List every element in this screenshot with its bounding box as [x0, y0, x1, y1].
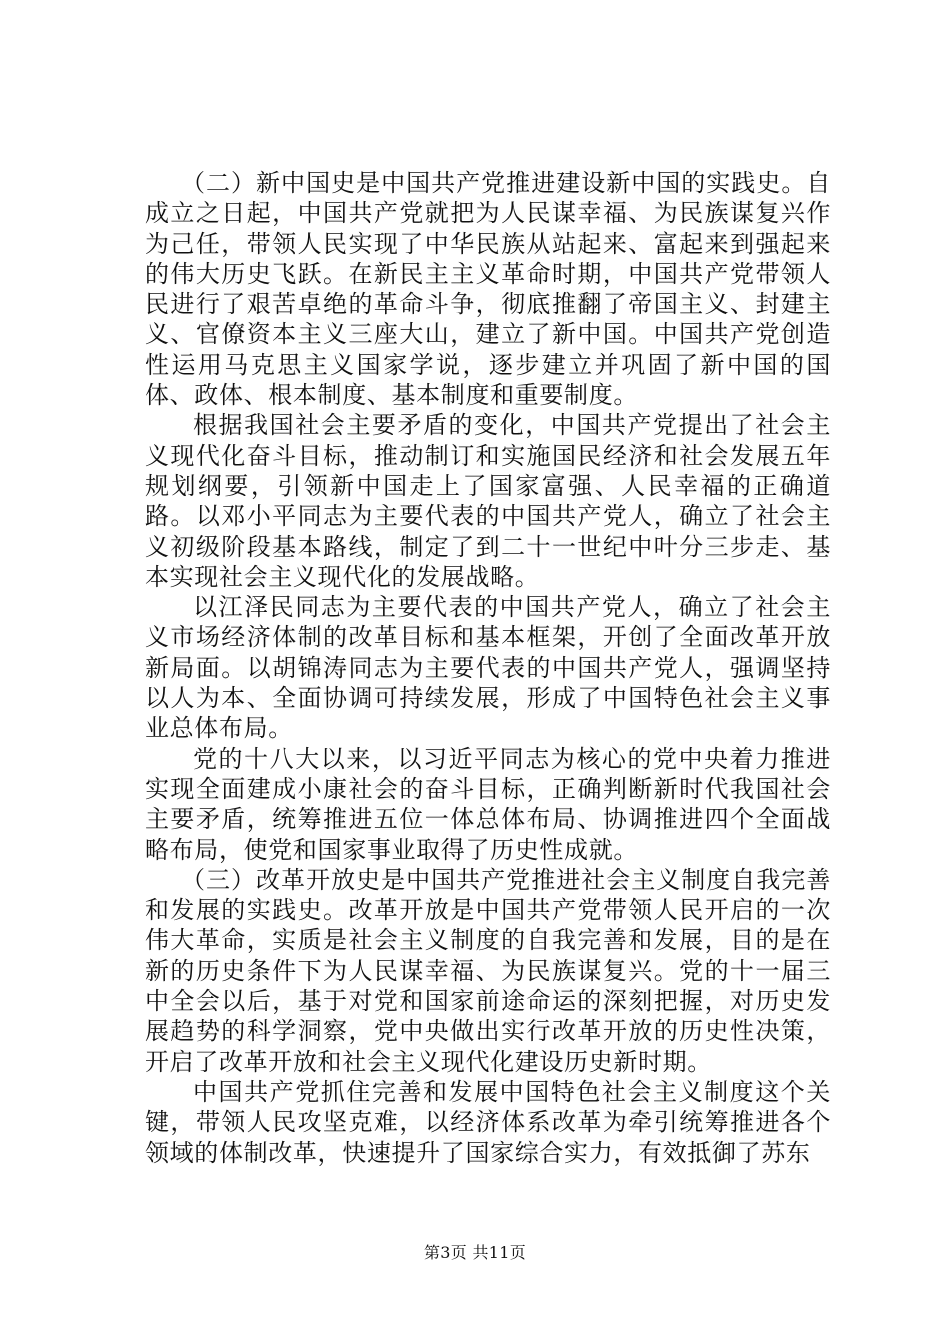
- page-footer: 第3页 共11页: [423, 1243, 527, 1262]
- paragraph-section-3-heading: （三）改革开放史是中国共产党推进社会主义制度自我完善和发展的实践史。改革开放是中国共产党带领人民开启的一次伟大革命，实质是社会主义制度的自我完善和发展，目的是在新的历史条件下为人民谋幸福、为民族谋复兴。党的十一届三中全会以后，基于对党和国家前途命运的深刻把握，对历史发展趋势的科学洞察，党中央做出实行改革开放的历史性决策，开启了改革开放和社会主义现代化建设历史新时期。: [145, 865, 831, 1076]
- paragraph-reform-key: 中国共产党抓住完善和发展中国特色社会主义制度这个关键，带领人民攻坚克难，以经济体系改革为牵引统筹推进各个领域的体制改革，快速提升了国家综合实力，有效抵御了苏东: [145, 1077, 831, 1167]
- document-body: [145, 168, 831, 1168]
- paragraph-section-2-heading: （二）新中国史是中国共产党推进建设新中国的实践史。自成立之日起，中国共产党就把为人民谋幸福、为民族谋复兴作为己任，带领人民实现了中华民族从站起来、富起来到强起来的伟大历史飞跃。在新民主主义革命时期，中国共产党带领人民进行了艰苦卓绝的革命斗争，彻底推翻了帝国主义、封建主义、官僚资本主义三座大山，建立了新中国。中国共产党创造性运用马克思主义国家学说，逐步建立并巩固了新中国的国体、政体、根本制度、基本制度和重要制度。: [145, 169, 831, 410]
- paragraph-market-economy: 以江泽民同志为主要代表的中国共产党人，确立了社会主义市场经济体制的改革目标和基本框架，开创了全面改革开放新局面。以胡锦涛同志为主要代表的中国共产党人，强调坚持以人为本、全面协调可持续发展，形成了中国特色社会主义事业总体布局。: [145, 593, 831, 743]
- paragraph-eighteenth-congress: 党的十八大以来，以习近平同志为核心的党中央着力推进实现全面建成小康社会的奋斗目标，正确判断新时代我国社会主要矛盾，统筹推进五位一体总体布局、协调推进四个全面战略布局，使党和国家事业取得了历史性成就。: [145, 744, 831, 864]
- paragraph-socialist-goals: 根据我国社会主要矛盾的变化，中国共产党提出了社会主义现代化奋斗目标，推动制订和实施国民经济和社会发展五年规划纲要，引领新中国走上了国家富强、人民幸福的正确道路。以邓小平同志为主要代表的中国共产党人，确立了社会主义初级阶段基本路线，制定了到二十一世纪中叶分三步走、基本实现社会主义现代化的发展战略。: [145, 411, 831, 591]
